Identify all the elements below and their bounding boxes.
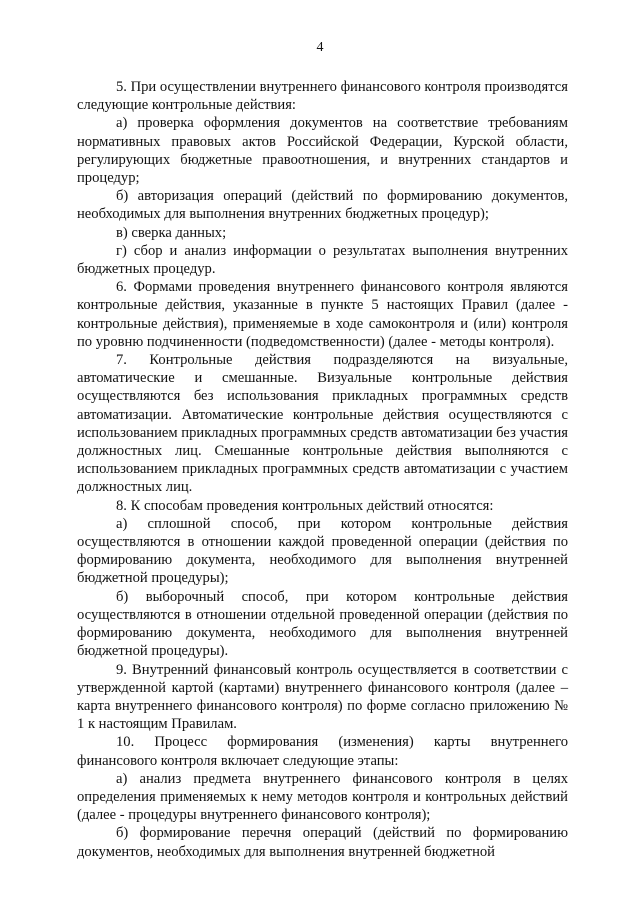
paragraph-7: 7. Контрольные действия подразделяются на визуальные, автоматические и смешанные. Визуальные контрольные действия осуществляются без использования прикладных программных средств автоматизации. Автоматические контрольные действия осуществляются с использованием прикладных программных средств автоматизации без участия должностных лиц. Смешанные контрольные действия выполняются с использованием прикладных программных средств автоматизации с участием должностных лиц. [77,352,568,496]
paragraph-10a: а) анализ предмета внутреннего финансового контроля в целях определения применяемых к нему методов контроля и контрольных действий (далее - процедуры внутреннего финансового контроля); [77,770,568,824]
paragraph-5a: а) проверка оформления документов на соответствие требованиям нормативных правовых актов Российской Федерации, Курской области, регулирующих бюджетные правоотношения, и внутренних стандартов и процедур; [77,115,568,187]
page-number: 4 [316,40,324,55]
paragraph-5-intro: 5. При осуществлении внутреннего финансового контроля производятся следующие контрольные действия: [77,79,568,114]
paragraph-5v: в) сверка данных; [116,224,227,241]
paragraph-10-intro: 10. Процесс формирования (изменения) карты внутреннего финансового контроля включает следующие этапы: [77,734,568,769]
paragraph-5b: б) авторизация операций (действий по формированию документов, необходимых для выполнения внутренних бюджетных процедур); [77,188,568,223]
paragraph-8b: б) выборочный способ, при котором контрольные действия осуществляются в отношении отдельной проведенной операции (действия по формированию документа, необходимого для выполнения внутренней бюджетной процедуры). [77,588,568,660]
paragraph-8-intro: 8. К способам проведения контрольных действий относятся: [116,497,494,514]
paragraph-5g: г) сбор и анализ информации о результатах выполнения внутренних бюджетных процедур. [77,242,568,278]
paragraph-6: 6. Формами проведения внутреннего финансового контроля являются контрольные действия, указанные в пункте 5 настоящих Правил (далее - контрольные действия), применяемые в ходе самоконтроля и (или) контроля по уровню подчиненности (подведомственности) (далее - методы контроля). [77,279,568,350]
paragraph-9: 9. Внутренний финансовый контроль осуществляется в соответствии с утвержденной картой (картами) внутреннего финансового контроля (далее – карта внутреннего финансового контроля) по форме согласно приложению № 1 к настоящим Правилам. [77,661,568,733]
paragraph-8a: а) сплошной способ, при котором контрольные действия осуществляются в отношении каждой проведенной операции (действия по формированию документа, необходимого для выполнения внутренней бюджетной процедуры); [77,515,568,587]
paragraph-10b: б) формирование перечня операций (действий по формированию документов, необходимых для выполнения внутренней бюджетной [77,825,568,860]
document-body [77,78,568,861]
